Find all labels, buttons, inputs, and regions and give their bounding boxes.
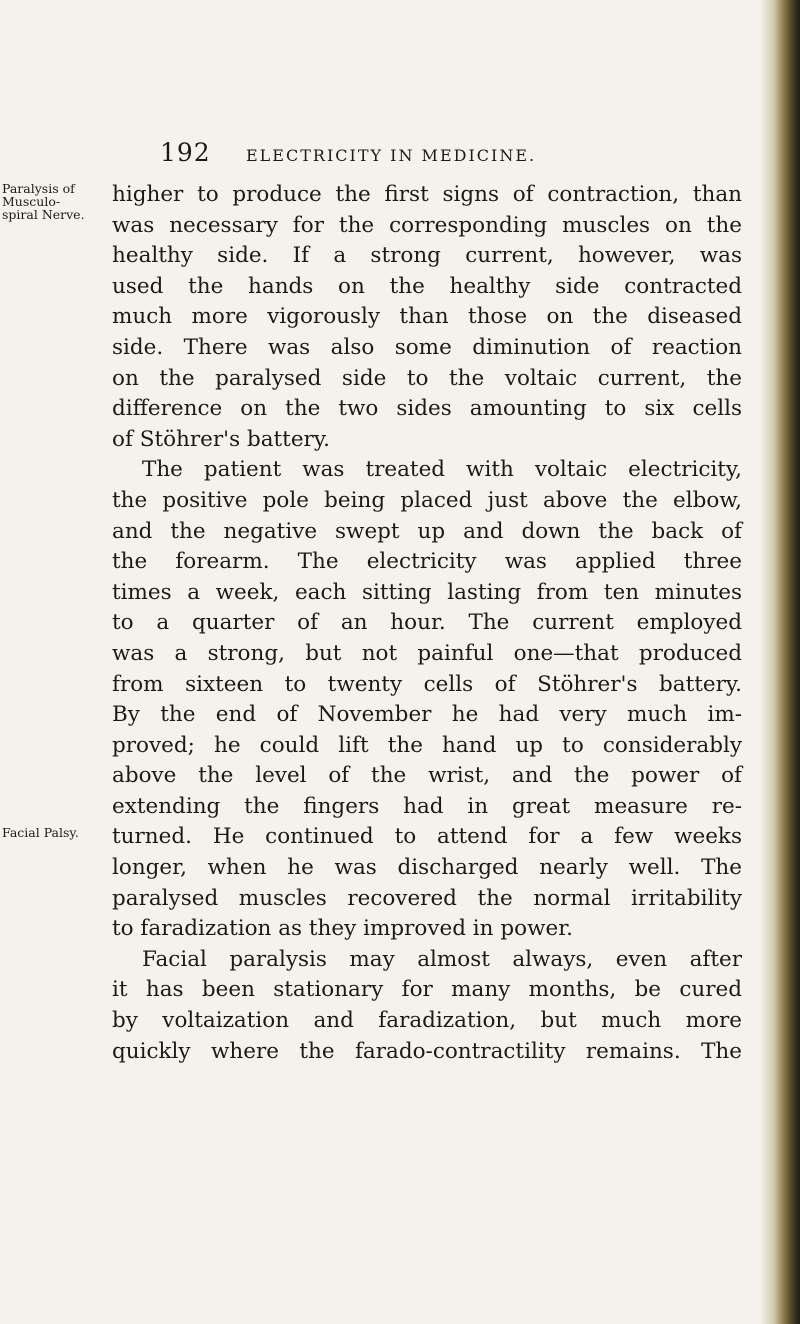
body-text [112, 180, 742, 1067]
side-note-paralysis: Paralysis of Musculo- spiral Nerve. [2, 181, 85, 222]
page-number: 192 [160, 138, 211, 167]
text-line: the forearm. The electricity was applied three [112, 549, 742, 575]
page-edge-shadow [760, 0, 800, 1324]
text-line: on the paralysed side to the voltaic current, the [112, 365, 742, 391]
text-line: side. There was also some diminution of reaction [112, 334, 742, 360]
text-line: healthy side. If a strong current, however, was [112, 243, 742, 269]
text-line: Facial paralysis may almost always, even after [142, 946, 742, 972]
text-line: to faradization as they improved in power. [112, 916, 573, 942]
text-line: longer, when he was discharged nearly well. The [112, 855, 742, 881]
running-title: ELECTRICITY IN MEDICINE. [246, 146, 537, 165]
text-line: quickly where the farado-contractility remains. The [112, 1038, 742, 1064]
text-line: The patient was treated with voltaic electricity, [142, 457, 742, 483]
text-line: extending the fingers had in great measure re- [112, 793, 742, 819]
text-line: was necessary for the corresponding muscles on the [112, 212, 742, 238]
text-line: the positive pole being placed just above the elbow, [112, 487, 742, 513]
text-line: of Stöhrer's battery. [112, 426, 330, 452]
text-line: above the level of the wrist, and the power of [112, 763, 742, 789]
text-line: turned. He continued to attend for a few weeks [112, 824, 742, 850]
text-line: By the end of November he had very much im- [112, 702, 742, 728]
text-line: from sixteen to twenty cells of Stöhrer's battery. [112, 671, 742, 697]
side-note-facial-palsy: Facial Palsy. [2, 825, 79, 840]
text-line: paralysed muscles recovered the normal irritability [112, 885, 742, 911]
text-line: and the negative swept up and down the back of [112, 518, 742, 544]
text-line: higher to produce the first signs of contraction, than [112, 182, 742, 207]
text-line: it has been stationary for many months, be cured [112, 977, 742, 1003]
text-line: was a strong, but not painful one—that produced [112, 640, 742, 666]
text-line: much more vigorously than those on the diseased [112, 304, 742, 330]
text-line: difference on the two sides amounting to six cells [112, 396, 742, 422]
text-line: to a quarter of an hour. The current employed [112, 610, 742, 636]
text-line: times a week, each sitting lasting from ten minutes [112, 579, 742, 605]
text-line: used the hands on the healthy side contracted [112, 273, 742, 299]
text-line: by voltaization and faradization, but much more [112, 1008, 742, 1034]
page-header [0, 138, 760, 170]
text-line: proved; he could lift the hand up to considerably [112, 732, 742, 758]
